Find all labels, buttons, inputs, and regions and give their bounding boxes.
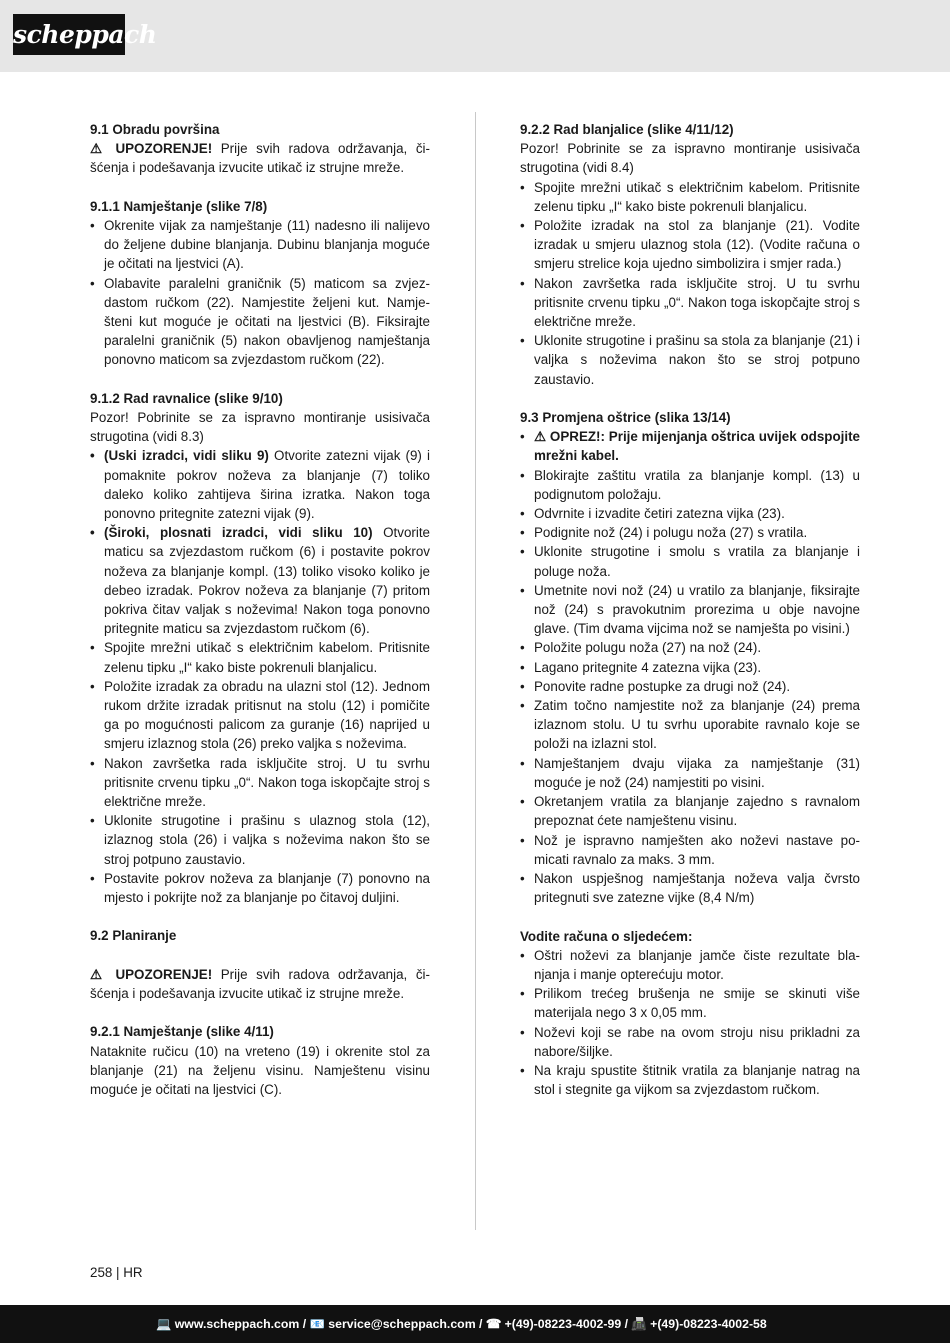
section-9-1-2-intro: Pozor! Pobrinite se za ispravno montiranje usisivača strugotina (vidi 8.3) (90, 410, 430, 445)
warning-label: ⚠ UPOZORENJE! (90, 141, 213, 157)
list-item: • Namještanjem dvaju vijaka za namještanje (31) moguće je nož (24) namjestiti po visini. (520, 755, 860, 790)
list-item: • Položite izradak za obradu na ulazni stol (12). Jednom rukom držite izradak pritisnut na stolu (12) i pomičite ga po mogućnosti palicom za guranje (16) naprijed u smjeru izlaznog stola (26) preko valjka s noževima. (90, 678, 430, 752)
page-header (0, 0, 950, 72)
section-9-2-title: 9.2 Planiranje (90, 928, 177, 944)
section-9-1-warning (90, 139, 430, 177)
section-9-1-1-title: 9.1.1 Namještanje (slike 7/8) (90, 198, 268, 214)
section-9-2-2-intro: Pozor! Pobrinite se za ispravno montiranje usisivača strugotina (vidi 8.4) (520, 141, 860, 176)
notes-list (520, 946, 860, 1100)
section-9-2-2-title: 9.2.2 Rad blanjalice (slike 4/11/12) (520, 122, 734, 137)
list-item: • Postavite pokrov noževa za blanjanje (7) ponovno na mjesto i pokrijte nož za blanjanje po čitavoj duljini. (90, 870, 430, 906)
list-item: • Lagano pritegnite 4 zatezna vijka (23). (520, 659, 762, 675)
list-item: • Noževi koji se rabe na ovom stroju nisu prikladni za nabore/šiljke. (520, 1024, 860, 1059)
warning-text: Prije svih radova održavanja, čišćenja i podešavanja izvucite utikač iz strujne mreže. (90, 141, 430, 176)
list-item: • (Široki, plosnati izradci, vidi sliku 10) Otvorite maticu sa zvjezdastom ručkom (6) i postavite pokrov noževa za blanjanje kompl. (13) toliko visoko koliko je debeo izradak. Pokrov noževa za blanjanje (7) pritom pokriva čitav valjak s noževima! Nakon toga ponovno pritegnite maticu sa zvjezdastom ručkom (6). (90, 525, 430, 637)
list-item: • Okretanjem vratila za blanjanje zajedno s ravnalom prepoznat ćete namještenu visinu. (520, 794, 860, 829)
list-item: • Na kraju spustite štitnik vratila za blanjanje natrag na stol i stegnite ga vijkom sa zvjezdastom ručkom. (520, 1062, 860, 1098)
section-9-1-1-list (90, 216, 430, 370)
list-item: • Nakon završetka rada isključite stroj. U tu svrhu pritisnite crvenu tipku „0“. Nakon toga iskopčajte stroj s električne mreže. (520, 275, 860, 330)
list-item: • Oštri noževi za blanjanje jamče čiste rezultate blanjanja i manje opterećuju motor. (520, 947, 860, 982)
list-item: • Odvrnite i izvadite četiri zatezna vijka (23). (520, 506, 785, 522)
list-item: • Položite izradak na stol za blanjanje (21). Vodite izradak u smjeru ulaznog stola (12). (Vodite računa o smjeru strelice koja ujedno simbolizira i smjer rada.) (520, 218, 860, 272)
list-item: • Okrenite vijak za namještanje (11) nadesno ili nalijevo do željene dubine blanjanja. Dubinu blanjanja moguće je očitati na ljestvici (A). (90, 218, 430, 272)
list-item: • Uklonite strugotine i smolu s vratila za blanjanje i poluge noža. (520, 544, 860, 579)
list-item: • Olabavite paralelni graničnik (5) maticom sa zvjezdastom ručkom (22). Namjestite željeni kut. Namješteni kut moguće je očitati na ljestvici (B). Fiksirajte paralelni graničnik (5) nakon obavljenog namještanja ponovno maticom sa zvjezdastom ručkom (22). (90, 275, 430, 368)
list-item: • Zatim točno namjestite nož za blanjanje (24) prema izlaznom stolu. U tu svrhu uporabite ravnalo koje se položi na izlazni stol. (520, 698, 860, 752)
list-item: • Nož je ispravno namješten ako noževi nastave pomicati ravnalo za maks. 3 mm. (520, 832, 860, 867)
list-item: • ⚠ OPREZ!: Prije mijenjanja oštrica uvijek odspojite mrežni kabel. (520, 429, 860, 464)
list-item: • Spojite mrežni utikač s električnim kabelom. Pritisnite zelenu tipku „I“ kako biste pokrenuli blanjalicu. (90, 640, 430, 675)
page-footer (0, 1305, 950, 1343)
notes-title: Vodite računa o sljedećem: (520, 928, 693, 944)
list-item: • Podignite nož (24) i polugu noža (27) s vratila. (520, 525, 808, 541)
left-column (90, 120, 430, 1099)
section-9-1-2-list (90, 446, 430, 907)
list-item: • Umetnite novi nož (24) u vratilo za blanjanje, fiksirajte nož (24) s pravokutnim prorezima u obje navojne glave. (Tim dvama vijcima nož se namješta po visini.) (520, 582, 860, 637)
section-9-1-2-title: 9.1.2 Rad ravnalice (slike 9/10) (90, 390, 283, 406)
page-number: 258 | HR (90, 1265, 143, 1280)
list-item: • Položite polugu noža (27) na nož (24). (520, 640, 762, 656)
section-9-3-title: 9.3 Promjena oštrice (slika 13/14) (520, 410, 731, 426)
list-item: • Prilikom trećeg brušenja ne smije se skinuti više materijala nego 3 x 0,05 mm. (520, 986, 860, 1021)
list-item: • Blokirajte zaštitu vratila za blanjanje kompl. (13) u podignutom položaju. (520, 467, 860, 502)
list-item: • Ponovite radne postupke za drugi nož (24). (520, 678, 791, 694)
column-divider (475, 112, 476, 1230)
section-9-2-1-title: 9.2.1 Namještanje (slike 4/11) (90, 1024, 274, 1040)
scheppach-logo: scheppach (13, 14, 125, 55)
footer-contact: 💻 www.scheppach.com / 📧 service@scheppach.com / ☎ +(49)-08223-4002-99 / 📠 +(49)-08223-4002-58 (156, 1317, 767, 1331)
list-item: • Spojite mrežni utikač s električnim kabelom. Pritisnite zelenu tipku „I“ kako biste pokrenuli blanjalicu. (520, 179, 860, 214)
warning-label: ⚠ UPOZORENJE! (90, 966, 213, 982)
list-item: • (Uski izradci, vidi sliku 9) Otvorite zatezni vijak (9) i pomaknite pokrov noževa za blanjanje (7) toliko daleko koliko zahtijeva širina izratka. Nakon toga ponovno pritegnite zatezni vijak (9). (90, 448, 430, 522)
section-9-2-1-text: Nataknite ručicu (10) na vreteno (19) i okrenite stol za blanjanje (21) na željenu visinu. Namještenu visinu moguće je očitati na ljestvici (C). (90, 1043, 430, 1098)
caution-text: ⚠ OPREZ!: Prije mijenjanja oštrica uvijek odspojite mrežni kabel. (534, 429, 860, 464)
warning-text: Prije svih radova održavanja, čišćenja i podešavanja izvucite utikač iz strujne mreže. (90, 966, 430, 1002)
list-item: • Uklonite strugotine i prašinu sa stola za blanjanje (21) i valjka s noževima nakon što se stroj potpuno zaustavio. (520, 333, 860, 387)
right-column (520, 120, 860, 1099)
section-9-2-warning (90, 965, 430, 1003)
list-item: • Nakon uspješnog namještanja noževa valja čvrsto pritegnuti sve zatezne vijke (8,4 N/m) (520, 870, 860, 906)
list-item: • Nakon završetka rada isključite stroj. U tu svrhu pritisnite crvenu tipku „0“. Nakon toga iskopčajte stroj s električne mreže. (90, 755, 430, 810)
section-9-3-list (520, 427, 860, 907)
list-item: • Uklonite strugotine i prašinu s ulaznog stola (12), izlaznog stola (26) i valjka s noževima nakon što se stroj potpuno zaustavio. (90, 813, 430, 867)
section-9-1-title: 9.1 Obradu površina (90, 122, 220, 137)
section-9-2-2-list (520, 178, 860, 389)
